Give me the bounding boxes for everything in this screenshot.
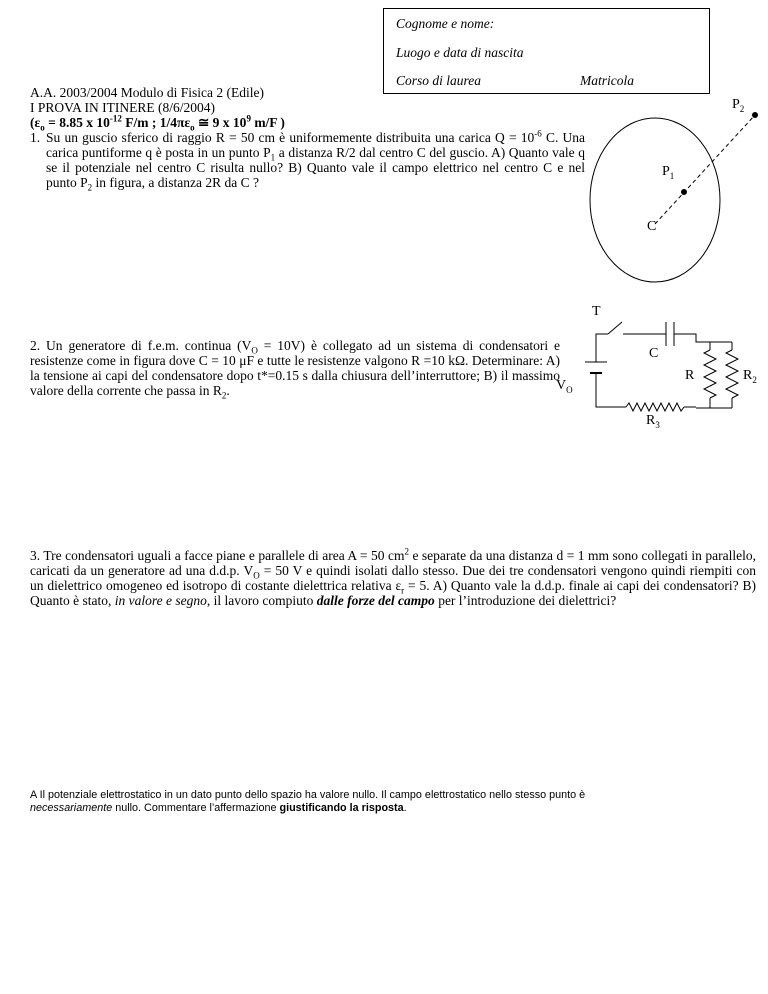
p1-label bbox=[662, 164, 674, 180]
circuit-figure bbox=[570, 300, 768, 460]
course-title: A.A. 2003/2004 Modulo di Fisica 2 (Edile) bbox=[30, 85, 264, 100]
spherical-shell-figure bbox=[585, 95, 768, 285]
student-info-box bbox=[383, 8, 710, 94]
q3-text: , il lavoro compiuto bbox=[206, 593, 317, 608]
resistor-r3-label bbox=[646, 413, 660, 429]
birth-field-label: Luogo e data di nascita bbox=[396, 45, 524, 60]
question-2 bbox=[30, 338, 560, 401]
resistor-r bbox=[704, 350, 716, 398]
q2-text: 2. Un generatore di f.e.m. continua (V bbox=[30, 338, 252, 353]
shell-circle bbox=[590, 118, 720, 282]
resistor-r2-label bbox=[743, 368, 757, 384]
point-p1 bbox=[681, 189, 687, 195]
qa-text: nullo. Commentare l’affermazione bbox=[112, 802, 280, 814]
p1-label-sub: 1 bbox=[669, 170, 675, 181]
constants-sup: -12 bbox=[109, 113, 122, 124]
q3-text: e separate da una distanza d = 1 mm sono collegati in parallelo, caricati da un generatore ad una d.d.p. V bbox=[30, 548, 756, 578]
p1-label-text: P bbox=[662, 164, 670, 179]
constants-sub: o bbox=[190, 122, 195, 133]
q3-sup: 2 bbox=[404, 546, 409, 557]
q3-text: 3. Tre condensatori uguali a facce piane e parallele di area A = 50 cm bbox=[30, 548, 405, 563]
constants-text: ≅ 9 x 10 bbox=[194, 115, 247, 130]
q3-emphasis: in valore e segno bbox=[114, 593, 207, 608]
wire bbox=[674, 334, 732, 342]
question-a bbox=[30, 789, 670, 815]
q1-text: Su un guscio sferico di raggio R = 50 cm è uniformemente distribuita una carica Q = 10 bbox=[46, 130, 535, 145]
id-field-label: Matricola bbox=[580, 73, 634, 88]
qa-text: A Il potenziale elettrostatico in un dato punto dello spazio ha valore nullo. Il campo elettrostatico nello stesso punto è bbox=[30, 789, 586, 801]
constants-sub: o bbox=[40, 122, 45, 133]
constants-text: F/m ; 1/4πε bbox=[121, 115, 191, 130]
q1-sub: 1 bbox=[270, 152, 276, 163]
q1-text: a distanza R/2 dal centro C del guscio. A) Quanto vale q se il potenziale nel centro C risulta nullo? B) Quanto vale il campo elettrico nel centro C e nel punto P bbox=[46, 145, 586, 190]
r2-label-text: R bbox=[743, 368, 753, 383]
capacitor-label: C bbox=[649, 346, 659, 361]
point-p2 bbox=[752, 112, 758, 118]
q2-sub: O bbox=[251, 345, 258, 356]
vo-label-sub: O bbox=[566, 384, 573, 395]
constants-text: = 8.85 x 10 bbox=[44, 115, 110, 130]
r2-label-sub: 2 bbox=[752, 374, 757, 385]
generator-label bbox=[556, 378, 573, 394]
resistor-r2 bbox=[726, 350, 738, 398]
vo-label-text: V bbox=[556, 378, 567, 393]
q1-sup: -6 bbox=[534, 128, 542, 139]
resistor-r3 bbox=[626, 403, 684, 411]
q3-text: per l’introduzione dei dielettrici? bbox=[434, 593, 617, 608]
qa-emphasis: necessariamente bbox=[30, 802, 113, 814]
q3-text: = 5. A) Quanto vale la d.d.p. finale ai capi dei condensatori? B) Quanto è stato, bbox=[30, 578, 756, 608]
resistor-r-label: R bbox=[685, 368, 695, 383]
switch-label: T bbox=[592, 304, 601, 319]
q2-sub: 2 bbox=[221, 390, 227, 401]
constants-text: m/F ) bbox=[250, 115, 285, 130]
exam-title: I PROVA IN ITINERE (8/6/2004) bbox=[30, 100, 215, 115]
name-field-label: Cognome e nome: bbox=[396, 16, 495, 31]
wire bbox=[596, 373, 626, 407]
q2-text: . bbox=[226, 383, 230, 398]
question-1-text bbox=[46, 128, 586, 193]
question-3 bbox=[30, 548, 756, 608]
q1-sub: 2 bbox=[87, 182, 93, 193]
p2-label bbox=[732, 97, 744, 113]
q1-text: in figura, a distanza 2R da C ? bbox=[92, 175, 259, 190]
q1-text: C. Una carica puntiforme q è posta in un punto P bbox=[46, 130, 586, 160]
r3-label-sub: 3 bbox=[655, 419, 660, 430]
q3-text: = 50 V e quindi isolati dallo stesso. Due dei tre condensatori vengono quindi riempiti con un dielettrico omogeneo ed isotropo di costante dielettrica relativa ε bbox=[30, 563, 756, 593]
question-number: 1. bbox=[30, 130, 41, 145]
question-1 bbox=[30, 128, 586, 193]
p2-label-sub: 2 bbox=[739, 103, 745, 114]
p2-label-text: P bbox=[732, 97, 740, 112]
qa-text: . bbox=[403, 802, 407, 814]
qa-strong: giustificando la risposta bbox=[279, 802, 404, 814]
q3-sub: r bbox=[401, 585, 405, 596]
course-field-label: Corso di laurea bbox=[396, 73, 482, 88]
wire bbox=[596, 334, 608, 362]
switch-blade bbox=[608, 322, 622, 334]
physical-constants bbox=[30, 113, 285, 133]
constants-sup: 9 bbox=[246, 113, 251, 124]
r3-label-text: R bbox=[646, 413, 656, 428]
center-c-label: C bbox=[647, 219, 657, 234]
constants-text: (ε bbox=[30, 115, 41, 130]
q3-sub: O bbox=[253, 570, 260, 581]
q2-text: = 10V) è collegato ad un sistema di condensatori e resistenze come in figura dove C = 10 μF e tutte le resistenze valgono R =10 kΩ. Determinare: A) la tensione ai capi del condensatore dopo t*=0.15 s dalla chiusura dell’interruttore; B) il massimo valore della corrente che passa in R bbox=[30, 338, 560, 398]
q3-strong: dalle forze del campo bbox=[316, 593, 435, 608]
